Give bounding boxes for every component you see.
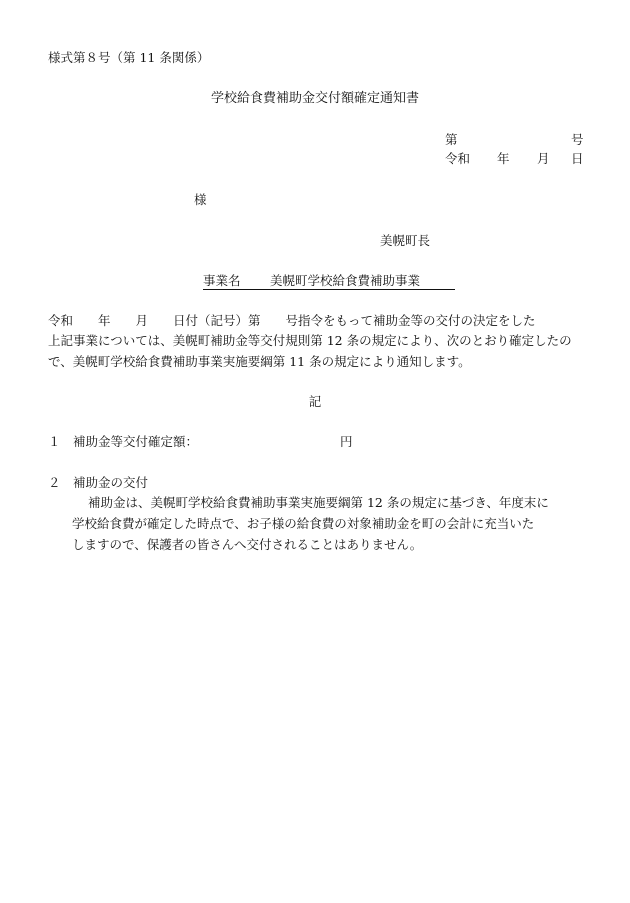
body-line: で、美幌町学校給食費補助事業実施要綱第 11 条の規定により通知します。 xyxy=(48,354,471,369)
body-line: 上記事業については、美幌町補助金等交付規則第 12 条の規定により、次のとおり確定したの xyxy=(48,333,572,348)
project-line xyxy=(203,273,455,290)
ki-heading: 記 xyxy=(308,394,322,409)
form-number: 様式第８号（第 11 条関係） xyxy=(48,50,210,65)
issuer: 美幌町長 xyxy=(380,233,431,248)
item-1-unit: 円 xyxy=(340,434,353,449)
project-name: 美幌町学校給食費補助事業 xyxy=(270,273,421,288)
item-2-line: 補助金は、美幌町学校給食費補助事業実施要綱第 12 条の規定に基づき、年度末に xyxy=(88,495,549,510)
page-title: 学校給食費補助金交付額確定通知書 xyxy=(210,91,419,106)
body-line: 令和 年 月 日付（記号）第 号指令をもって補助金等の交付の決定をした xyxy=(48,313,536,328)
date-day-unit: 日 xyxy=(571,151,584,166)
item-2-line: 学校給食費が確定した時点で、お子様の給食費の対象補助金を町の会計に充当いた xyxy=(72,516,535,531)
item-2-heading: ２ 補助金の交付 xyxy=(48,475,149,490)
item-1-heading: １ 補助金等交付確定額： xyxy=(48,434,199,449)
date-month-unit: 月 xyxy=(537,151,550,166)
number-prefix: 第 xyxy=(445,132,458,147)
addressee-suffix: 様 xyxy=(194,192,207,207)
number-suffix: 号 xyxy=(571,132,584,147)
date-era: 令和 xyxy=(445,151,471,166)
item-2-line: しますので、保護者の皆さんへ交付されることはありません。 xyxy=(72,537,423,552)
project-label: 事業名 xyxy=(203,273,241,288)
date-year-unit: 年 xyxy=(497,151,510,166)
